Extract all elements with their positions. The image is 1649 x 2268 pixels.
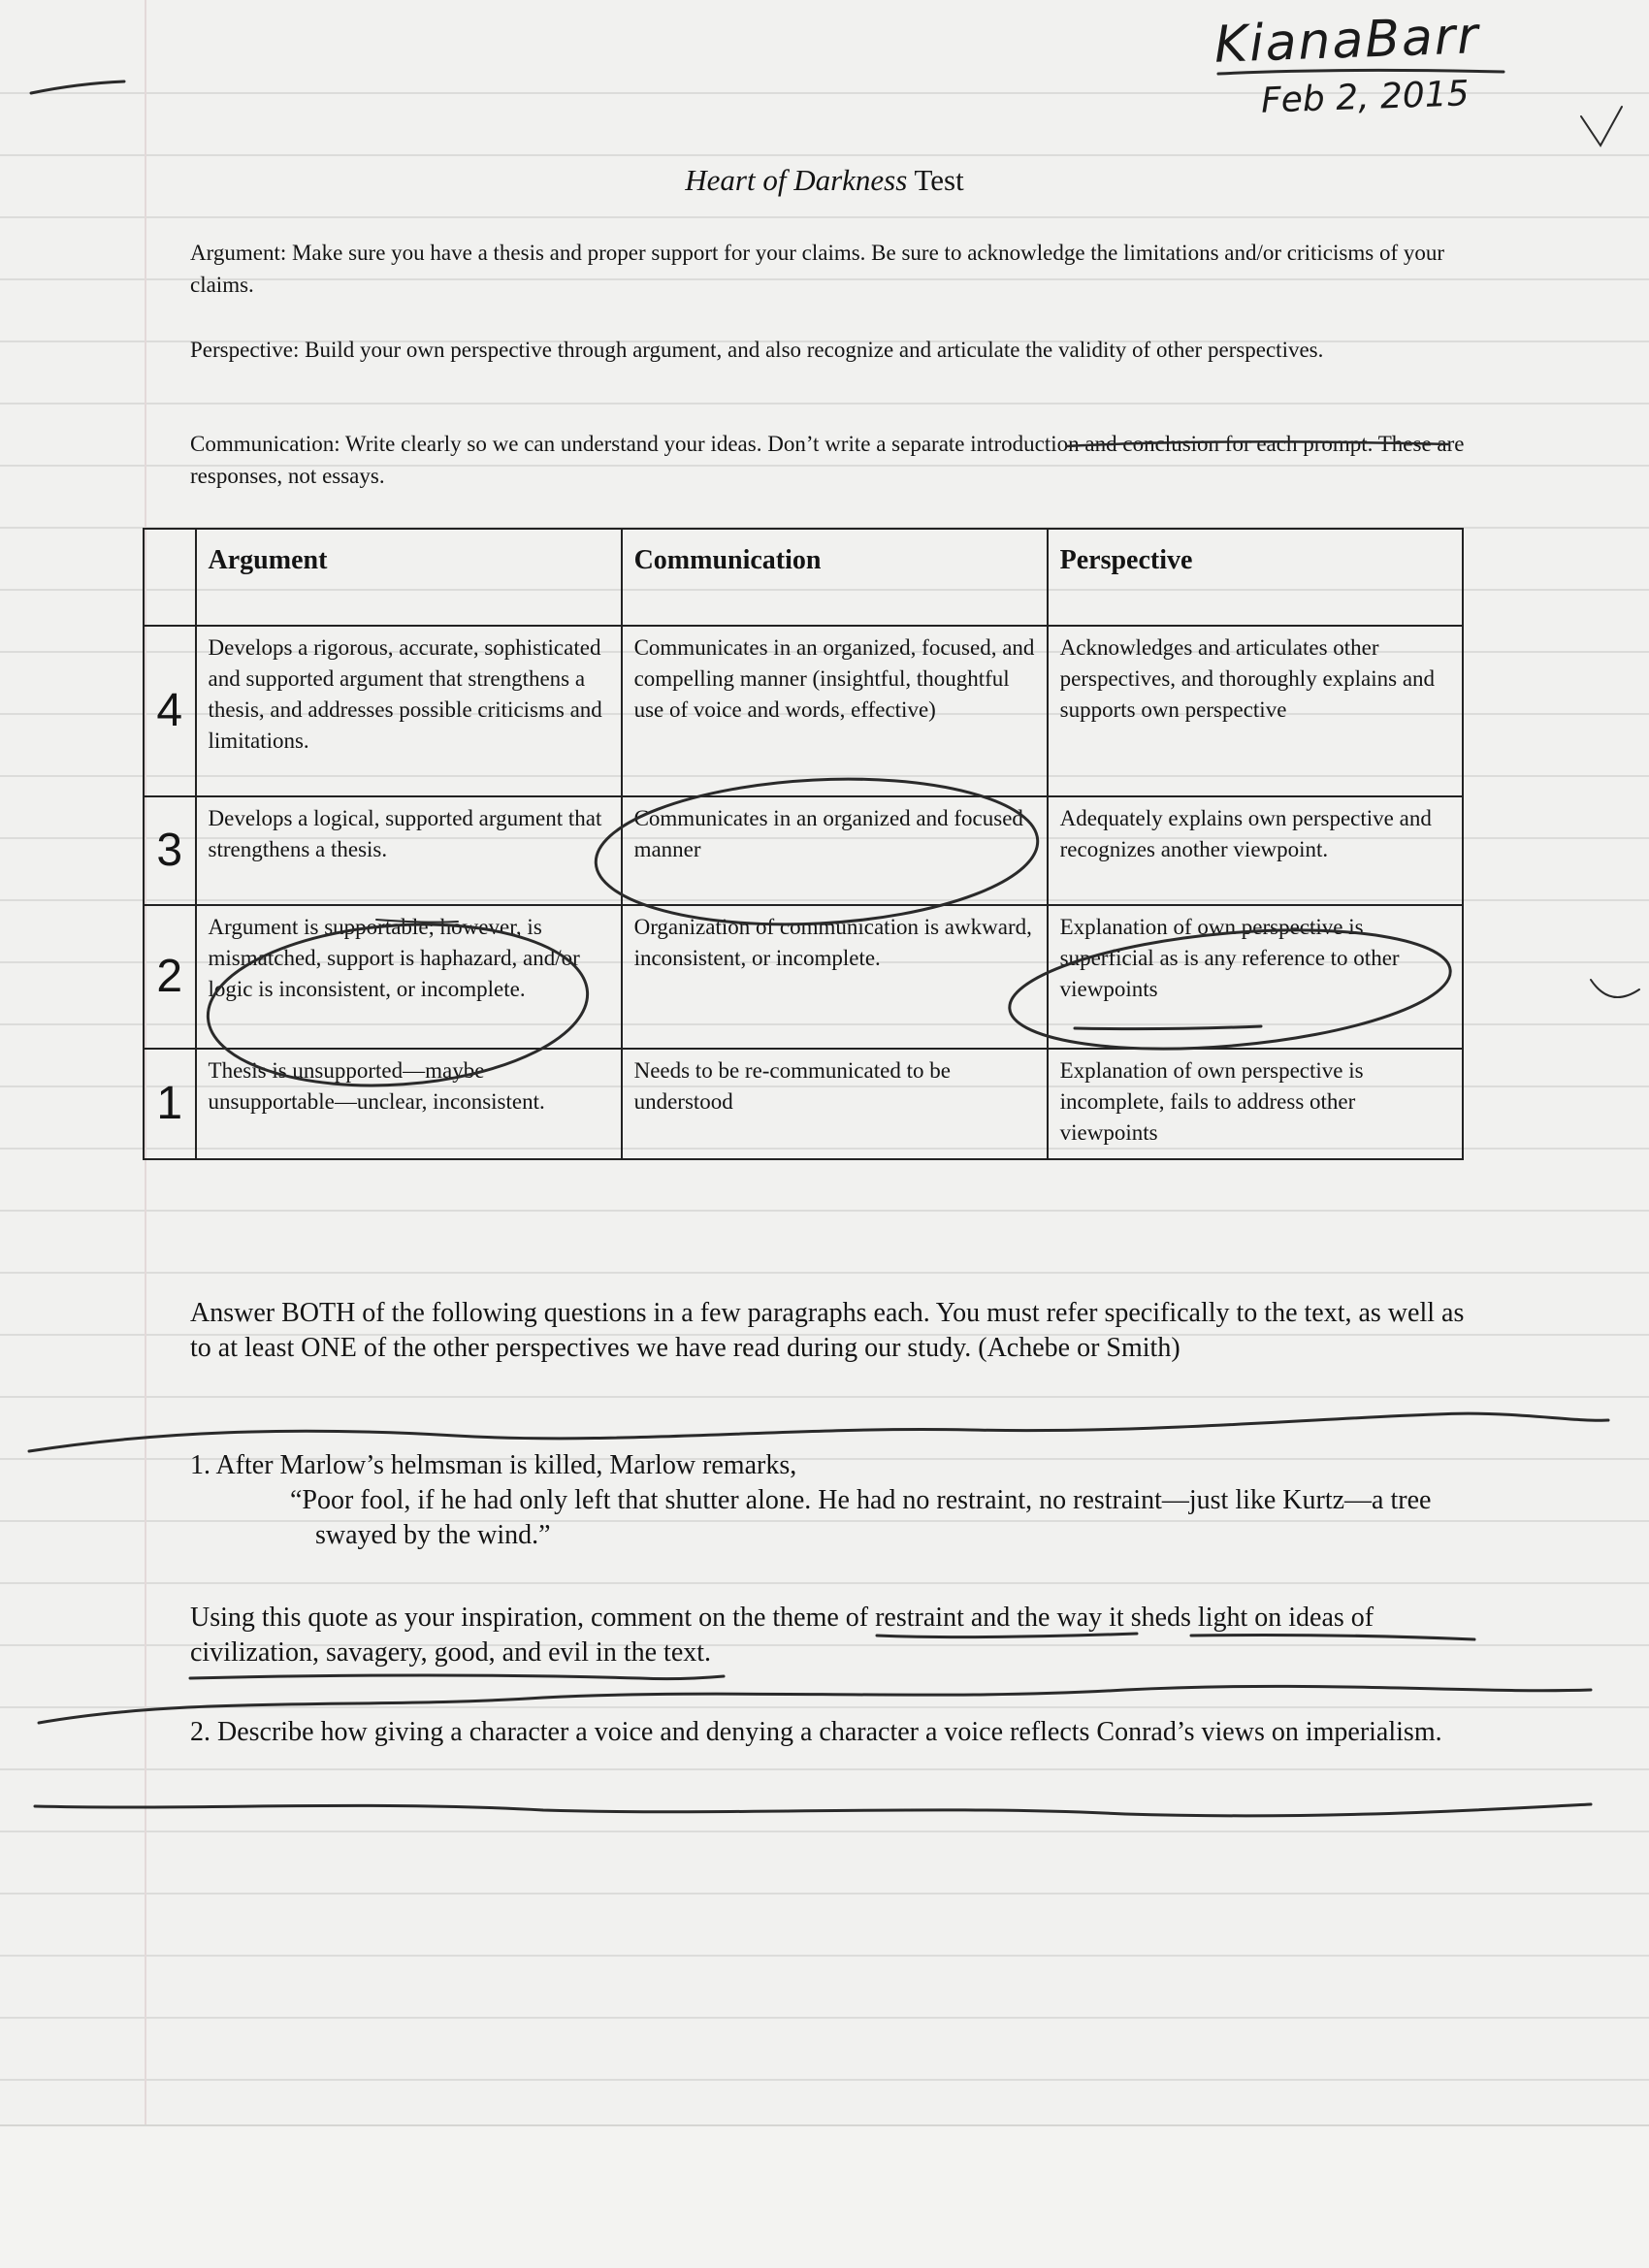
- argument-cell: Argument is supportable; however, is mismatched, support is haphazard, and/or logic is inconsistent, or incomplete.: [196, 905, 622, 1049]
- communication-cell: Organization of communication is awkward, inconsistent, or incomplete.: [622, 905, 1048, 1049]
- header-perspective: Perspective: [1048, 529, 1463, 626]
- header-argument: Argument: [196, 529, 622, 626]
- score-label: 1: [144, 1049, 196, 1159]
- question-2: 2. Describe how giving a character a voice and denying a character a voice reflects Conrad’s views on imperialism.: [190, 1717, 1442, 1747]
- communication-cell: Communicates in an organized and focused manner: [622, 796, 1048, 905]
- communication-cell: Communicates in an organized, focused, and compelling manner (insightful, thoughtful use of voice and words, effective): [622, 626, 1048, 796]
- argument-cell: Thesis is unsupported—maybe unsupportable—unclear, inconsistent.: [196, 1049, 622, 1159]
- perspective-cell: Acknowledges and articulates other perspectives, and thoroughly explains and supports own perspective: [1048, 626, 1463, 796]
- question-1: [190, 1448, 1480, 1553]
- rubric-row-2: [144, 905, 1463, 1049]
- question-1-lead: 1. After Marlow’s helmsman is killed, Marlow remarks,: [190, 1450, 797, 1480]
- communication-cell: Needs to be re-communicated to be understood: [622, 1049, 1048, 1159]
- question-1-quote: “Poor fool, if he had only left that shutter alone. He had no restraint, no restraint—just like Kurtz—a tree swayed by the wind.”: [290, 1485, 1432, 1550]
- student-name: KianaBarr: [1213, 7, 1481, 75]
- rubric-row-1: [144, 1049, 1463, 1159]
- instructions-intro: Answer BOTH of the following questions in a few paragraphs each. You must refer specifically to the text, as well as to at least ONE of the other perspectives we have read during our study. (Achebe or Smith): [190, 1298, 1465, 1363]
- page-title: [0, 163, 1649, 198]
- perspective-cell: Explanation of own perspective is superficial as is any reference to other viewpoints: [1048, 905, 1463, 1049]
- rubric-header-row: [144, 529, 1463, 626]
- criterion-argument: Argument: Make sure you have a thesis and proper support for your claims. Be sure to acknowledge the limitations and/or criticisms of your claims.: [190, 241, 1445, 297]
- score-label: 4: [144, 626, 196, 796]
- question-1-instruction: Using this quote as your inspiration, comment on the theme of restraint and the way it sheds light on ideas of civilization, savagery, good, and evil in the text.: [190, 1603, 1374, 1668]
- rubric-row-4: [144, 626, 1463, 796]
- perspective-cell: Explanation of own perspective is incomplete, fails to address other viewpoints: [1048, 1049, 1463, 1159]
- criterion-perspective: Perspective: Build your own perspective through argument, and also recognize and articulate the validity of other perspectives.: [190, 338, 1324, 362]
- score-label: 2: [144, 905, 196, 1049]
- argument-cell: Develops a logical, supported argument that strengthens a thesis.: [196, 796, 622, 905]
- title-suffix: Test: [907, 163, 964, 197]
- rubric-table: [143, 528, 1464, 1160]
- title-book: Heart of Darkness: [685, 163, 908, 197]
- argument-cell: Develops a rigorous, accurate, sophisticated and supported argument that strengthens a thesis, and addresses possible criticisms and limitations.: [196, 626, 622, 796]
- rubric-corner-cell: [144, 529, 196, 626]
- criterion-communication: Communication: Write clearly so we can understand your ideas. Don’t write a separate introduction and conclusion for each prompt. These are responses, not essays.: [190, 432, 1465, 488]
- test-date: Feb 2, 2015: [1260, 74, 1471, 121]
- perspective-cell: Adequately explains own perspective and recognizes another viewpoint.: [1048, 796, 1463, 905]
- score-label: 3: [144, 796, 196, 905]
- header-communication: Communication: [622, 529, 1048, 626]
- rubric-row-3: [144, 796, 1463, 905]
